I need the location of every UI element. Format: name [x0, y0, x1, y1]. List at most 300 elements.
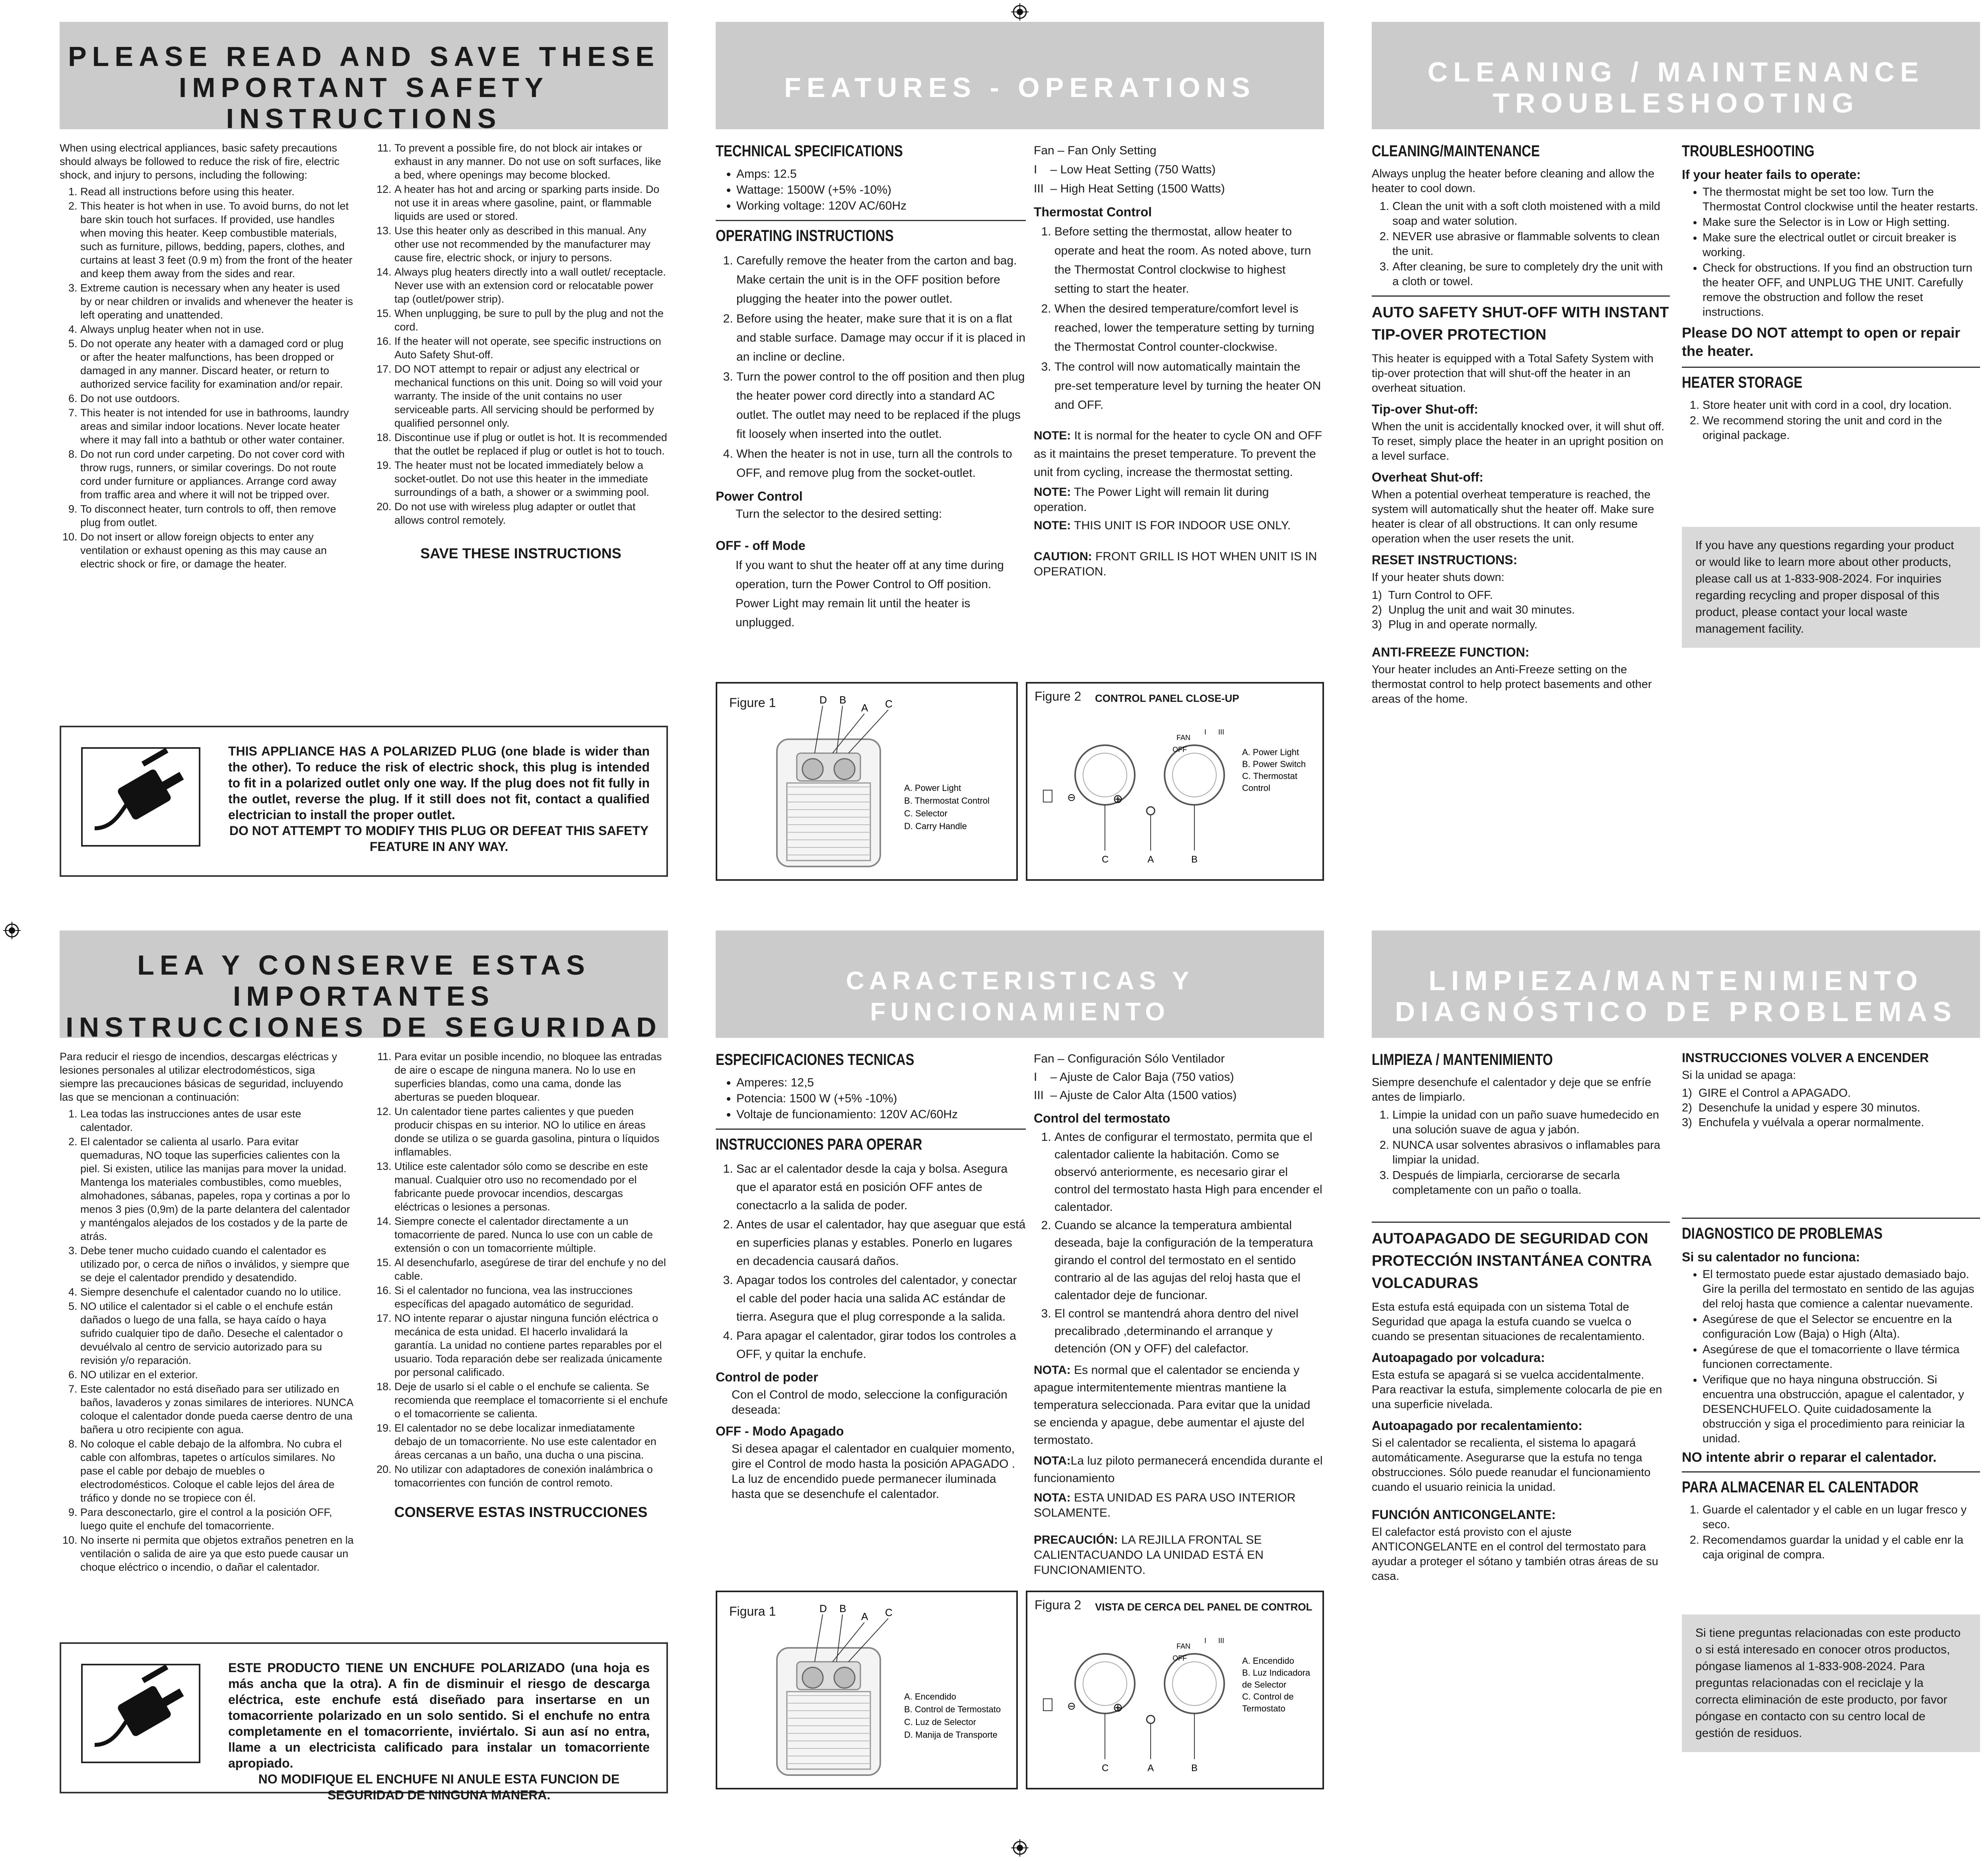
list-item: 16. If the heater will not operate, see specific instructions on Auto Safety Shut-off. — [394, 334, 668, 361]
es-cleaning-col-left — [1372, 1050, 1670, 1587]
legend-item: B. Control de Termostato — [904, 1704, 1001, 1714]
en-safety-col-left — [60, 141, 354, 575]
list-item: 10. Do not insert or allow foreign objects to enter any ventilation or exhaust opening as this may cause an electric shock or fire, or damage the heater. — [80, 530, 354, 571]
en-power-text: Turn the selector to the desired setting: — [736, 507, 942, 521]
plus-sign: ⊕ — [1113, 1701, 1123, 1714]
note-label: NOTE: — [1034, 486, 1071, 499]
en-safety-list-2 — [374, 141, 668, 527]
es-figure-1 — [716, 1591, 1018, 1789]
anti-freeze-icon — [1043, 1699, 1052, 1711]
legend-item: A. Encendido — [904, 1692, 956, 1702]
note-text: THIS UNIT IS FOR INDOOR USE ONLY. — [1074, 519, 1291, 532]
list-line: III – Ajuste de Calor Alta (1500 vatios) — [1034, 1089, 1237, 1102]
en-cleaning-header — [1372, 22, 1980, 129]
en-auto-title: AUTO SAFETY SHUT-OFF WITH INSTANT TIP-OVER PROTECTION — [1372, 304, 1669, 343]
en-clean-title: CLEANING/MAINTENANCE — [1372, 142, 1540, 160]
es-safety-intro: Para reducir el riesgo de incendios, descargas eléctricas y lesiones personales al utilizar electrodomésticos, siga siempre las precauciones básicas de seguridad, incluyendo las que se mencionan a continuación: — [60, 1051, 343, 1103]
en-plug-box — [60, 726, 668, 877]
es-off-title: OFF - Modo Apagado — [716, 1424, 844, 1438]
en-off-text: If you want to shut the heater off at any time during operation, turn the Power Control to Off position. Power Light may remain lit until the heater is unplugged. — [736, 559, 1004, 629]
divider — [1682, 1218, 1980, 1219]
en-trouble-sub: If your heater fails to operate: — [1682, 167, 1861, 182]
es-clean-list — [1372, 1108, 1670, 1198]
callout-letter: A — [861, 1610, 868, 1622]
list-item: • Asegúrese de que el tomacorriente o llave térmica funcionen correctamente. — [1703, 1342, 1980, 1372]
es-cleaning-col-right — [1682, 1050, 1980, 1566]
knob-left — [802, 759, 823, 779]
list-item: 4. When the heater is not in use, turn all the controls to OFF, and remove plug from the socket-outlet. — [736, 445, 1026, 483]
note-text: It is normal for the heater to cycle ON and OFF as it maintains the preset temperature. To prevent the unit from cycling, increase the thermostat setting. — [1034, 429, 1322, 479]
caution-text: LA REJILLA FRONTAL SE CALIENTACUANDO LA UNIDAD ESTÁ EN FUNCIONAMIENTO. — [1034, 1533, 1264, 1577]
es-cleaning-panel — [1372, 930, 1980, 1805]
thermostat-dial — [1075, 745, 1135, 805]
en-contact-box: If you have any questions regarding your product or would like to learn more about other products, please call us at 1-833-908-2024. For inquiries regarding recycling and proper disposal of this product, please contact your local waste management facility. — [1682, 527, 1980, 648]
es-note-2 — [1034, 1452, 1324, 1487]
en-overheat-text: When a potential overheat temperature is reached, the system will automatically shut the heater off. Make sure heater is clear of all obstructions. It can only resume operation when the user resets the unit. — [1372, 488, 1654, 545]
es-features-col-right — [1034, 1050, 1324, 1581]
es-caution — [1034, 1533, 1324, 1578]
list-item: 2. We recommend storing the unit and cord in the original package. — [1703, 414, 1980, 443]
es-tech-title: ESPECIFICACIONES TECNICAS — [716, 1051, 914, 1068]
legend-item: D. Carry Handle — [904, 821, 967, 831]
knob-right — [834, 1667, 855, 1688]
es-tip-title: Autoapagado por volcadura: — [1372, 1350, 1545, 1365]
es-note-3 — [1034, 1490, 1324, 1521]
en-op-list — [716, 251, 1026, 483]
en-safety-intro: When using electrical appliances, basic safety precautions should always be followed to reduce the risk of fire, electric shock, and injury to persons, including the following: — [60, 142, 340, 181]
registration-mark-icon — [1011, 1839, 1029, 1857]
es-plug-warning: NO MODIFIQUE EL ENCHUFE NI ANULE ESTA FUNCION DE SEGURIDAD DE NINGUNA MANERA. — [258, 1772, 620, 1802]
en-tip-text: When the unit is accidentally knocked over, it will shut off. To reset, simply place the heater in an upright position on a level surface. — [1372, 420, 1665, 462]
list-item: • Make sure the Selector is in Low or High setting. — [1703, 215, 1980, 230]
en-plug-warning: DO NOT ATTEMPT TO MODIFY THIS PLUG OR DEFEAT THIS SAFETY FEATURE IN ANY WAY. — [229, 824, 649, 854]
list-item: 2. This heater is hot when in use. To avoid burns, do not let bare skin touch hot surfaces. If provided, use handles when moving this heater. Keep combustible materials, such as furniture, pillows, bedding, papers, clothes, and curtains at least 3 feet (0.9 m) from the front of the heater and keep them away from the sides and rear. — [80, 199, 354, 280]
es-tech-list — [716, 1075, 1026, 1122]
list-item: 7. Este calentador no está diseñado para ser utilizado en baños, lavaderos y zonas similares de interiores. NUNCA coloque el calentador donde pueda caerse dentro de una bañera u otro recipiente con agua. — [80, 1382, 354, 1436]
power-light — [1147, 807, 1155, 815]
list-item: 9. To disconnect heater, turn controls to off, then remove plug from outlet. — [80, 502, 354, 529]
legend-item: C. Selector — [904, 808, 947, 818]
figure-2-label: Figura 2 — [1035, 1598, 1081, 1612]
en-clean-list — [1372, 199, 1670, 289]
list-item: 2. NEVER use abrasive or flammable solvents to clean the unit. — [1392, 229, 1670, 259]
es-plug-text: ESTE PRODUCTO TIENE UN ENCHUFE POLARIZADO (una hoja es más ancha que la otra). A fin de disminuir el riesgo de descarga eléctrica, este enchufe está diseñado para insertarse en un tomacorriente polarizado en un solo sentido. Si el enchufe no entra completamente en el tomacorriente, inviértalo. Si aun así no entra, llame a un electricista calificado para instalar un tomacorriente apropiado. — [228, 1661, 650, 1770]
es-plug-box — [60, 1642, 668, 1802]
registration-mark-icon — [3, 922, 21, 939]
figure-2-title: VISTA DE CERCA DEL PANEL DE CONTROL — [1095, 1601, 1312, 1613]
en-note-1 — [1034, 427, 1324, 482]
es-safety-title-1: LEA Y CONSERVE ESTAS IMPORTANTES — [137, 950, 590, 1012]
es-features-header — [716, 930, 1324, 1038]
es-settings-list — [1034, 1050, 1324, 1105]
divider — [716, 1129, 1026, 1130]
es-cleaning-title-1: LIMPIEZA/MANTENIMIENTO — [1429, 965, 1923, 996]
list-item: 19. El calentador no se debe localizar inmediatamente debajo de un tomacorriente. No use este calentador en áreas cercanas a un baño, una ducha o una piscina. — [394, 1421, 668, 1462]
en-safety-col-right — [374, 141, 668, 560]
en-plug-text: THIS APPLIANCE HAS A POLARIZED PLUG (one blade is wider than the other). To reduce the risk of electric shock, this plug is intended to fit in a polarized outlet only one way. If the plug does not fit fully in the outlet, reverse the plug. If it still does not fit, contact a qualified electrician to install the proper outlet. — [228, 744, 650, 822]
list-item: 15. Al desenchufarlo, asegúrese de tirar del enchufe y no del cable. — [394, 1256, 668, 1283]
en-cleaning-panel — [1372, 22, 1980, 897]
en-note-2 — [1034, 485, 1324, 515]
list-item: 19. The heater must not be located immediately below a socket-outlet. Do not use this heater in the immediate surroundings of a bath, a shower or a swimming pool. — [394, 458, 668, 499]
callout-letter: C — [885, 698, 893, 710]
list-item: 7. This heater is not intended for use in bathrooms, laundry areas and similar indoor locations. Never locate heater where it may fall into a bathtub or other water container. — [80, 406, 354, 447]
es-reset-list — [1682, 1086, 1980, 1130]
es-power-text: Con el Control de modo, seleccione la configuración deseada: — [732, 1388, 1008, 1416]
dial-mark: III — [1218, 728, 1225, 736]
list-item: 2. NUNCA usar solventes abrasivos o inflamables para limpiar la unidad. — [1392, 1138, 1670, 1167]
list-item: 2. Before using the heater, make sure that it is on a flat and stable surface. Damage may occur if it is placed in an incline or decline. — [736, 309, 1026, 367]
list-item: 3. El control se mantendrá ahora dentro del nivel precalibrado ,determinando el arranque y detención (ON y OFF) del calefactor. — [1054, 1305, 1324, 1358]
knob-left — [802, 1667, 823, 1688]
note-label: NOTE: — [1034, 429, 1071, 442]
divider — [1682, 367, 1980, 368]
es-overheat-text: Si el calentador se recalienta, el sistema lo apagará automáticamente. Asegurarse que la estufa no tenga obstrucciones. Sólo puede reanudar el funcionamiento cuando el usuario reinicia la unidad. — [1372, 1437, 1651, 1494]
control-panel-illustration — [1027, 684, 1326, 882]
es-safety-panel — [60, 930, 668, 1802]
list-item: 6. Do not use outdoors. — [80, 392, 354, 405]
list-line: 2) Desenchufe la unidad y espere 30 minutos. — [1682, 1101, 1920, 1114]
legend-item: B. Power Switch — [1242, 759, 1306, 769]
list-item: 3. Después de limpiarla, cerciorarse de secarla completamente con un paño o toalla. — [1392, 1168, 1670, 1198]
es-clean-intro: Siempre desenchufe el calentador y deje que se enfríe antes de limpiarlo. — [1372, 1076, 1651, 1103]
list-item: 1. Sac ar el calentador desde la caja y bolsa. Asegura que el aparator está en posición OFF antes de conectacrlo a la salida de poder. — [736, 1160, 1026, 1215]
knob-right — [834, 759, 855, 779]
es-trouble-list — [1682, 1267, 1980, 1446]
figure-1-label: Figure 1 — [729, 695, 776, 710]
es-features-title: CARACTERISTICAS Y FUNCIONAMIENTO — [846, 966, 1194, 1026]
list-line: I – Ajuste de Calor Baja (750 vatios) — [1034, 1070, 1234, 1084]
callout-letter: A — [861, 702, 868, 714]
dial-mark: I — [1204, 1637, 1207, 1645]
es-auto-title: AUTOAPAGADO DE SEGURIDAD CON PROTECCIÓN INSTANTÁNEA CONTRA VOLCADURAS — [1372, 1230, 1652, 1292]
list-line: Fan – Fan Only Setting — [1034, 144, 1157, 157]
list-item: 15. When unplugging, be sure to pull by the plug and not the cord. — [394, 307, 668, 334]
list-item: 1. Lea todas las instrucciones antes de usar este calentador. — [80, 1107, 354, 1134]
list-item: 12. A heater has hot and arcing or sparking parts inside. Do not use it in areas where gasoline, paint, or flammable liquids are used or stored. — [394, 183, 668, 223]
en-trouble-list — [1682, 185, 1980, 320]
dial-mark: FAN — [1176, 1642, 1191, 1650]
en-clean-intro: Always unplug the heater before cleaning and allow the heater to cool down. — [1372, 167, 1654, 195]
list-item: 14. Siempre conecte el calentador directamente a un tomacorriente de pared. Nunca lo use con un cable de extensión o con un tomacorriente múltiple. — [394, 1214, 668, 1255]
es-reset-intro: Si la unidad se apaga: — [1682, 1069, 1796, 1082]
es-safety-list-1 — [60, 1107, 354, 1574]
list-item: 13. Utilice este calentador sólo como se describe en este manual. Cualquier otro uso no recomendado por el fabricante puede provocar incendios, descargas eléctricas o lesiones a personas. — [394, 1160, 668, 1214]
caution-label: CAUTION: — [1034, 550, 1092, 563]
es-power-title: Control de poder — [716, 1370, 818, 1384]
note-text: The Power Light will remain lit during operation. — [1034, 486, 1269, 514]
list-line: 3) Enchufela y vuélvala a operar normalmente. — [1682, 1116, 1924, 1129]
es-safety-col-right — [374, 1050, 668, 1519]
divider — [1372, 295, 1670, 297]
legend-item: B. Luz Indicadora — [1242, 1668, 1310, 1678]
es-features-panel — [716, 930, 1324, 1805]
selector-dial — [1165, 1654, 1224, 1713]
en-safety-title-2: IMPORTANT SAFETY INSTRUCTIONS — [179, 72, 549, 134]
legend-item: D. Manija de Transporte — [904, 1730, 998, 1740]
es-op-title: INSTRUCCIONES PARA OPERAR — [716, 1136, 922, 1153]
callout-letter: D — [819, 694, 827, 706]
es-anti-title: FUNCIÓN ANTICONGELANTE: — [1372, 1507, 1556, 1522]
en-storage-list — [1682, 398, 1980, 443]
es-overheat-title: Autoapagado por recalentamiento: — [1372, 1418, 1582, 1433]
en-note-3 — [1034, 518, 1324, 533]
callout-letter: B — [839, 694, 846, 706]
list-line: I – Low Heat Setting (750 Watts) — [1034, 163, 1216, 176]
list-item: 2. El calentador se calienta al usarlo. Para evitar quemaduras, NO toque las superficies calientes con la piel. Si existen, utilice las manijas para mover la unidad. Mantenga los materiales combustibles, como muebles, almohadones, sábanas, papeles, ropa y cortinas a por lo menos 3 pies (0,9m) de la parte delantera del calentador y manténgalos alejados de los costados y de la parte de atrás. — [80, 1135, 354, 1243]
en-safety-title-1: PLEASE READ AND SAVE THESE — [68, 41, 660, 72]
en-tech-list — [716, 167, 1026, 214]
en-reset-intro: If your heater shuts down: — [1372, 571, 1505, 584]
es-trouble-sub: Si su calentador no funciona: — [1682, 1250, 1860, 1264]
en-storage-title: HEATER STORAGE — [1682, 374, 1803, 391]
en-cleaning-col-left — [1372, 141, 1670, 710]
list-item: 1. Before setting the thermostat, allow heater to operate and heat the room. As noted above, turn the Thermostat Control clockwise to highest setting to start the heater. — [1054, 222, 1324, 299]
list-item: 5. Do not operate any heater with a damaged cord or plug or after the heater malfunctions, has been dropped or damaged in any manner. Discard heater, or return to authorized service facility for examination and/or repair. — [80, 337, 354, 391]
note-label: NOTE: — [1034, 519, 1071, 532]
list-item: 2. Recomendamos guardar la unidad y el cable enr la caja original de compra. — [1703, 1533, 1980, 1562]
es-figure-2 — [1026, 1591, 1324, 1789]
list-item: • Voltaje de funcionamiento: 120V AC/60Hz — [736, 1107, 1026, 1122]
en-features-header — [716, 22, 1324, 129]
en-safety-list-1 — [60, 185, 354, 571]
es-op-list — [716, 1160, 1026, 1364]
note-label: NOTA: — [1034, 1454, 1071, 1467]
list-line: 1) Turn Control to OFF. — [1372, 589, 1493, 602]
en-reset-list — [1372, 588, 1670, 632]
list-line: 3) Plug in and operate normally. — [1372, 618, 1538, 631]
list-item: 8. No coloque el cable debajo de la alfombra. No cubra el cable con alfombras, tapetes o artículos similares. No pase el cable por debajo de muebles o electrodomésticos. Coloque el cable lejos del área de tráfico y donde no se tropiece con él. — [80, 1437, 354, 1505]
en-features-col-right — [1034, 141, 1324, 583]
list-item: • Wattage: 1500W (+5% -10%) — [736, 183, 1026, 198]
list-item: 1. Limpie la unidad con un paño suave humedecido en una solución suave de agua y jabón. — [1392, 1108, 1670, 1137]
en-cleaning-title-2: TROUBLESHOOTING — [1493, 87, 1859, 118]
callout-letter: B — [1191, 1763, 1198, 1774]
legend-item: C. Thermostat — [1242, 771, 1297, 781]
list-item: 3. Debe tener mucho cuidado cuando el calentador es utilizado por, o cerca de niños o inválidos, y siempre que se deje el calentador prendido y desatendido. — [80, 1244, 354, 1284]
en-tip-title: Tip-over Shut-off: — [1372, 402, 1478, 416]
polarized-plug-icon — [81, 1664, 200, 1763]
en-tech-title: TECHNICAL SPECIFICATIONS — [716, 142, 903, 160]
legend-item: C. Luz de Selector — [904, 1717, 976, 1727]
list-item: 3. Turn the power control to the off position and then plug the heater power cord directly into a standard AC outlet. The outlet may need to be replaced if the plugs fit loosely when inserted into the outlet. — [736, 367, 1026, 444]
es-contact-box: Si tiene preguntas relacionadas con este producto o si está interesado en conocer otros productos, póngase liamenos al 1-833-908-2024. Para preguntas relacionadas con el reciclaje y la correcta eliminación de este producto, por favor póngase en contacto con su centro local de gestión de residuos. — [1682, 1614, 1980, 1752]
es-storage-title: PARA ALMACENAR EL CALENTADOR — [1682, 1478, 1919, 1496]
plus-sign: ⊕ — [1113, 793, 1123, 806]
legend-item: A. Power Light — [904, 783, 961, 793]
list-item: • Make sure the electrical outlet or circuit breaker is working. — [1703, 231, 1980, 260]
list-item: 17. NO intente reparar o ajustar ninguna función eléctrica o mecánica de esta unidad. El hacerlo invalidará la garantía. La unidad no contiene partes reparables por el usuario. Toda reparación debe ser realizada únicamente por personal calificado. — [394, 1311, 668, 1379]
es-safety-header — [60, 930, 668, 1043]
list-item: 1. Antes de configurar el termostato, permita que el calentador caliente la habitación. Como se observó anteriormente, es necesario girar el control del termostato hasta High para encender el calentador. — [1054, 1129, 1324, 1216]
list-item: 4. Para apagar el calentador, girar todos los controles a OFF, y quitar la enchufe. — [736, 1327, 1026, 1364]
list-item: • El termostato puede estar ajustado demasiado bajo. Gire la perilla del termostato en sentido de las agujas del reloj hasta que comience a calentar nuevamente. — [1703, 1267, 1980, 1311]
callout-letter: A — [1147, 1763, 1154, 1774]
es-thermo-list — [1034, 1129, 1324, 1358]
registration-mark-icon — [1011, 3, 1029, 21]
en-trouble-warning: Please DO NOT attempt to open or repair the heater. — [1682, 324, 1961, 359]
list-item: 16. Si el calentador no funciona, vea las instrucciones específicas del apagado automático de seguridad. — [394, 1284, 668, 1311]
es-cleaning-title-2: DIAGNÓSTICO DE PROBLEMAS — [1395, 996, 1957, 1027]
en-save-instructions: SAVE THESE INSTRUCTIONS — [420, 545, 621, 561]
en-safety-panel — [60, 22, 668, 877]
legend-item: A. Power Light — [1242, 747, 1299, 757]
list-item: 17. DO NOT attempt to repair or adjust any electrical or mechanical functions on this unit. Doing so will void your warranty. The inside of the unit contains no user serviceable parts. All servicing should be performed by qualified personnel only. — [394, 362, 668, 430]
en-features-panel — [716, 22, 1324, 897]
es-auto-text: Esta estufa está equipada con un sistema Total de Seguridad que apaga la estufa cuando se vuelca o cuando se presentan situaciones de recalentamiento. — [1372, 1301, 1645, 1343]
callout-letter: C — [1102, 854, 1109, 865]
thermostat-dial — [1075, 1654, 1135, 1713]
callout-letter: B — [1191, 854, 1198, 865]
es-trouble-title: DIAGNOSTICO DE PROBLEMAS — [1682, 1225, 1883, 1242]
es-tip-text: Esta estufa se apagará si se vuelca accidentalmente. Para reactivar la estufa, simplemente colocarla de pie en una superficie nivelada. — [1372, 1369, 1662, 1411]
es-reset-title: INSTRUCCIONES VOLVER A ENCENDER — [1682, 1051, 1929, 1065]
list-item: 11. To prevent a possible fire, do not block air intakes or exhaust in any manner. Do not use on soft surfaces, like a bed, where openings may become blocked. — [394, 141, 668, 182]
es-safety-list-2 — [374, 1050, 668, 1490]
list-line: 1) GIRE el Control a APAGADO. — [1682, 1087, 1851, 1100]
callout-letter: D — [819, 1603, 827, 1614]
list-item: 1. Clean the unit with a soft cloth moistened with a mild soap and water solution. — [1392, 199, 1670, 229]
list-item: • The thermostat might be set too low. Turn the Thermostat Control clockwise until the heater restarts. — [1703, 185, 1980, 214]
en-power-title: Power Control — [716, 489, 803, 503]
list-item: 1. Store heater unit with cord in a cool, dry location. — [1703, 398, 1980, 413]
note-text: Es normal que el calentador se encienda y apague intermitentemente mientras mantiene la temperatura seleccionada. Para evitar que la unidad se encienda y apague, debe aumentar el ajuste del termostato. — [1034, 1364, 1310, 1447]
caution-text: FRONT GRILL IS HOT WHEN UNIT IS IN OPERATION. — [1034, 550, 1317, 578]
en-auto-text: This heater is equipped with a Total Safety System with tip-over protection that will shut-off the heater in an overheat situation. — [1372, 352, 1654, 394]
divider — [1372, 1222, 1670, 1223]
list-item: 3. Extreme caution is necessary when any heater is used by or near children or invalids and whenever the heater is left operating and unattended. — [80, 281, 354, 322]
en-trouble-title: TROUBLESHOOTING — [1682, 142, 1815, 160]
list-item: 1. Read all instructions before using this heater. — [80, 185, 354, 198]
en-thermo-list — [1034, 222, 1324, 415]
list-line: III – High Heat Setting (1500 Watts) — [1034, 182, 1225, 195]
list-item: 4. Siempre desenchufe el calentador cuando no lo utilice. — [80, 1285, 354, 1299]
callout-letter: A — [1147, 854, 1154, 865]
list-item: 1. Guarde el calentador y el cable en un lugar fresco y seco. — [1703, 1503, 1980, 1532]
list-item: • Potencia: 1500 W (+5% -10%) — [736, 1091, 1026, 1106]
legend-item: Control — [1242, 783, 1270, 793]
list-item: • Amps: 12.5 — [736, 167, 1026, 182]
list-item: 1. Carefully remove the heater from the carton and bag. Make certain the unit is in the OFF position before plugging the heater into the power outlet. — [736, 251, 1026, 309]
list-item: 12. Un calentador tiene partes calientes y que pueden producir chispas en su interior. NO lo utilice en áreas donde se utiliza o se guarda gasolina, pintura o líquidos inflamables. — [394, 1105, 668, 1159]
list-line: Fan – Configuración Sólo Ventilador — [1034, 1052, 1225, 1065]
list-item: 2. Antes de usar el calentador, hay que aseguar que está en superficies planas y estables. Ponerlo en lugares en decadencia causará daños. — [736, 1216, 1026, 1270]
list-item: 6. NO utilizar en el exterior. — [80, 1368, 354, 1381]
en-off-title: OFF - off Mode — [716, 538, 806, 553]
list-item: • Working voltage: 120V AC/60Hz — [736, 198, 1026, 214]
power-light — [1147, 1715, 1155, 1723]
es-safety-col-left — [60, 1050, 354, 1578]
list-item: 3. The control will now automatically maintain the pre-set temperature level by turning the heater ON and OFF. — [1054, 357, 1324, 415]
list-item: 14. Always plug heaters directly into a wall outlet/ receptacle. Never use with an extension cord or relocatable power tap (outlet/power strip). — [394, 265, 668, 306]
divider — [1682, 1471, 1980, 1472]
en-anti-text: Your heater includes an Anti-Freeze setting on the thermostat control to help protect basements and other areas of the home. — [1372, 663, 1652, 705]
selector-dial — [1165, 745, 1224, 805]
list-item: 8. Do not run cord under carpeting. Do not cover cord with throw rugs, runners, or similar coverings. Do not route cord under furniture or appliances. Arrange cord away from traffic area and where it will not be tripped over. — [80, 447, 354, 501]
en-figure-2 — [1026, 682, 1324, 881]
en-reset-title: RESET INSTRUCTIONS: — [1372, 553, 1518, 567]
en-features-col-left — [716, 141, 1026, 635]
note-label: NOTA: — [1034, 1491, 1071, 1504]
minus-sign: ⊖ — [1067, 1700, 1076, 1712]
legend-item: Termostato — [1242, 1704, 1285, 1713]
list-item: • Asegúrese de que el Selector se encuentre en la configuración Low (Baja) o High (Alta). — [1703, 1312, 1980, 1342]
caution-label: PRECAUCIÓN: — [1034, 1533, 1118, 1546]
heater-illustration — [717, 684, 1019, 882]
en-caution — [1034, 549, 1324, 579]
legend-item: A. Encendido — [1242, 1656, 1294, 1666]
callout-letter: C — [885, 1607, 893, 1618]
list-item: 18. Discontinue use if plug or outlet is hot. It is recommended that the outlet be replaced if plug or outlet is hot to touch. — [394, 431, 668, 458]
en-cleaning-col-right — [1682, 141, 1980, 447]
es-note-1 — [1034, 1362, 1324, 1449]
control-panel-illustration — [1027, 1592, 1326, 1791]
dial-mark: FAN — [1176, 734, 1191, 742]
heater-illustration — [717, 1592, 1019, 1791]
list-item: 3. After cleaning, be sure to completely dry the unit with a cloth or towel. — [1392, 260, 1670, 289]
legend-item: B. Thermostat Control — [904, 796, 990, 806]
legend-item: de Selector — [1242, 1680, 1287, 1690]
es-features-col-left — [716, 1050, 1026, 1505]
anti-freeze-icon — [1043, 790, 1052, 802]
list-item: 2. Cuando se alcance la temperatura ambiental deseada, baje la configuración de la temperatura girando el control del termostato en el sentido contrario al de las agujas del reloj hasta que el calentador deje de funcionar. — [1054, 1217, 1324, 1304]
list-item: 3. Apagar todos los controles del calentador, y conectar el cable del poder hacia una salida AC estándar de tierra. Asegura que el plug corresponde a la salida. — [736, 1271, 1026, 1326]
es-storage-list — [1682, 1503, 1980, 1562]
list-item: • Verifique que no haya ninguna obstrucción. Si encuentra una obstrucción, apague el calentador, y DESENCHUFELO. Quite cuidadosamente la obstrucción y siga el procedimiento para reiniciar la unidad. — [1703, 1373, 1980, 1446]
list-line: 2) Unplug the unit and wait 30 minutes. — [1372, 604, 1575, 616]
list-item: 18. Deje de usarlo si el cable o el enchufe se calienta. Se recomienda que reemplace el tomacorriente si el enchufe o el tomacorriente se calienta. — [394, 1380, 668, 1420]
note-text: La luz piloto permanecerá encendida durante el funcionamiento — [1034, 1454, 1323, 1485]
es-clean-title: LIMPIEZA / MANTENIMIENTO — [1372, 1051, 1553, 1068]
en-thermo-title: Thermostat Control — [1034, 205, 1152, 219]
callout-letter: B — [839, 1603, 846, 1614]
minus-sign: ⊖ — [1067, 791, 1076, 803]
figure-1-label: Figura 1 — [729, 1604, 776, 1618]
es-save-instructions: CONSERVE ESTAS INSTRUCCIONES — [394, 1504, 648, 1520]
list-item: 10. No inserte ni permita que objetos extraños penetren en la ventilación o salida de aire ya que esto puede causar un choque eléctrico o incendio, o dañar el calentador. — [80, 1533, 354, 1574]
es-thermo-title: Control del termostato — [1034, 1111, 1171, 1125]
list-item: • Amperes: 12,5 — [736, 1075, 1026, 1090]
list-item: 11. Para evitar un posible incendio, no bloquee las entradas de aire o escape de ninguna manera. No lo use en superficies blandas, como una cama, donde las aberturas se pueden bloquear. — [394, 1050, 668, 1104]
dial-mark: OFF — [1173, 1654, 1187, 1662]
es-safety-title-2: INSTRUCCIONES DE SEGURIDAD — [66, 1012, 662, 1043]
figure-2-label: Figure 2 — [1035, 689, 1081, 703]
legend-item: C. Control de — [1242, 1692, 1294, 1702]
dial-mark: I — [1204, 728, 1207, 736]
divider — [716, 220, 1026, 221]
en-safety-header — [60, 22, 668, 134]
dial-mark: OFF — [1173, 746, 1187, 754]
list-item: 13. Use this heater only as described in this manual. Any other use not recommended by the manufacturer may cause fire, electric shock, or injury to persons. — [394, 224, 668, 264]
en-features-title: FEATURES - OPERATIONS — [784, 72, 1256, 103]
list-item: 9. Para desconectarlo, gire el control a la posición OFF, luego quite el enchufe del tomacorriente. — [80, 1506, 354, 1533]
list-item: 4. Always unplug heater when not in use. — [80, 322, 354, 336]
list-item: 2. When the desired temperature/comfort level is reached, lower the temperature setting by turning the Thermostat Control counter-clockwise. — [1054, 299, 1324, 357]
es-trouble-warning: NO intente abrir o reparar el calentador. — [1682, 1450, 1937, 1465]
en-plug-text-block — [228, 743, 650, 855]
en-cleaning-title-1: CLEANING / MAINTENANCE — [1427, 56, 1924, 87]
note-text: ESTA UNIDAD ES PARA USO INTERIOR SOLAMENTE. — [1034, 1491, 1296, 1519]
list-item: 20. No utilizar con adaptadores de conexión inalámbrica o tomacorrientes con función de control remoto. — [394, 1463, 668, 1490]
figure-2-title: CONTROL PANEL CLOSE-UP — [1095, 692, 1239, 704]
es-cleaning-header — [1372, 930, 1980, 1038]
note-label: NOTA: — [1034, 1364, 1071, 1377]
es-off-text: Si desea apagar el calentador en cualquier momento, gire el Control de modo hasta la posición APAGADO . La luz de encendido puede permanecer iluminada hasta que se desenchufe el calentador. — [732, 1442, 1015, 1501]
polarized-plug-icon — [81, 747, 200, 847]
list-item: • Check for obstructions. If you find an obstruction turn the heater OFF, and UNPLUG THE UNIT. Carefully remove the obstruction and follow the reset instructions. — [1703, 261, 1980, 320]
callout-letter: C — [1102, 1763, 1109, 1774]
en-overheat-title: Overheat Shut-off: — [1372, 470, 1483, 484]
